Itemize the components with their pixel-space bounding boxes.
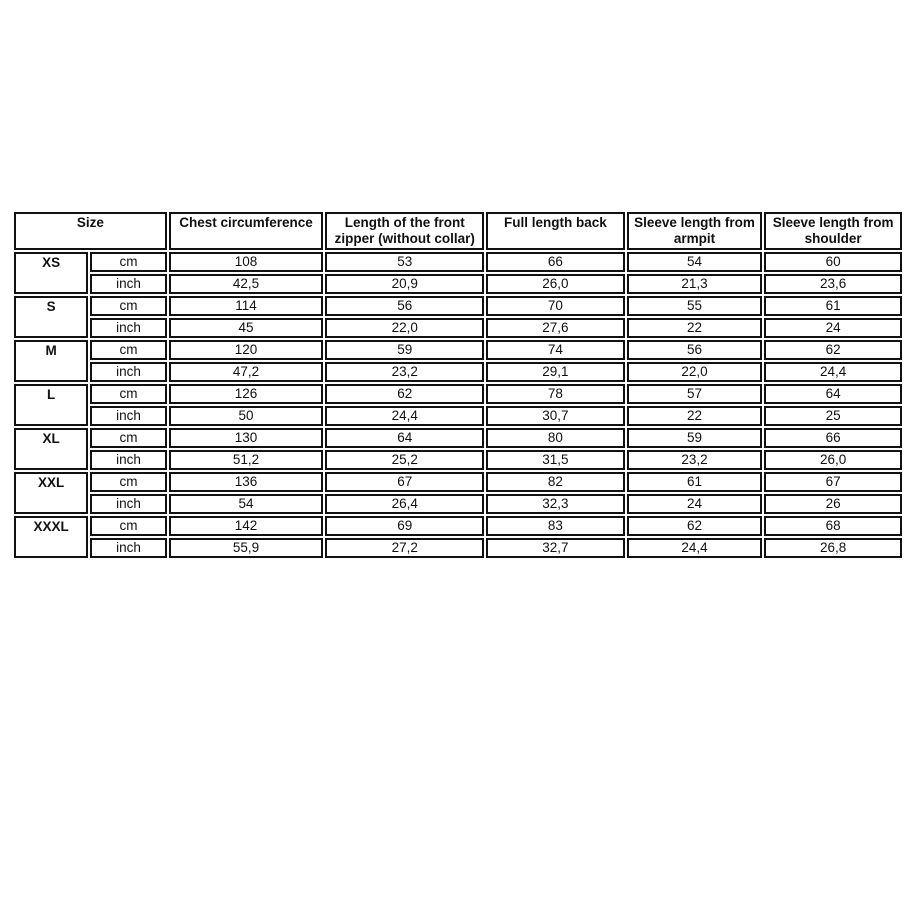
value-cell-sleeve-shoulder: 62 (764, 340, 902, 360)
table-row (14, 406, 902, 426)
value-cell-full-length-back: 78 (486, 384, 625, 404)
value-cell-chest: 45 (169, 318, 324, 338)
value-cell-sleeve-shoulder: 24 (764, 318, 902, 338)
table-row (14, 252, 902, 272)
value-cell-chest: 47,2 (169, 362, 324, 382)
size-label: XS (14, 252, 88, 294)
table-row (14, 494, 902, 514)
value-cell-sleeve-armpit: 56 (627, 340, 763, 360)
value-cell-front-zipper: 53 (325, 252, 484, 272)
value-cell-chest: 130 (169, 428, 324, 448)
size-table (12, 210, 904, 560)
value-cell-sleeve-armpit: 62 (627, 516, 763, 536)
header-sleeve-length-shoulder: Sleeve length from shoulder (764, 212, 902, 250)
unit-cell: cm (90, 252, 166, 272)
value-cell-sleeve-shoulder: 24,4 (764, 362, 902, 382)
unit-cell: cm (90, 296, 166, 316)
value-cell-sleeve-shoulder: 26,0 (764, 450, 902, 470)
unit-cell: cm (90, 472, 166, 492)
table-row (14, 472, 902, 492)
table-row (14, 516, 902, 536)
value-cell-chest: 126 (169, 384, 324, 404)
value-cell-front-zipper: 64 (325, 428, 484, 448)
value-cell-front-zipper: 59 (325, 340, 484, 360)
value-cell-sleeve-armpit: 59 (627, 428, 763, 448)
value-cell-full-length-back: 82 (486, 472, 625, 492)
value-cell-sleeve-shoulder: 26,8 (764, 538, 902, 558)
value-cell-front-zipper: 24,4 (325, 406, 484, 426)
table-row (14, 384, 902, 404)
value-cell-front-zipper: 26,4 (325, 494, 484, 514)
size-label: XL (14, 428, 88, 470)
value-cell-full-length-back: 80 (486, 428, 625, 448)
unit-cell: cm (90, 516, 166, 536)
size-chart (12, 210, 904, 560)
value-cell-sleeve-shoulder: 61 (764, 296, 902, 316)
size-label: XXL (14, 472, 88, 514)
table-body (14, 252, 902, 558)
unit-cell: inch (90, 274, 166, 294)
value-cell-sleeve-armpit: 55 (627, 296, 763, 316)
size-label: S (14, 296, 88, 338)
value-cell-full-length-back: 30,7 (486, 406, 625, 426)
table-row (14, 318, 902, 338)
unit-cell: inch (90, 494, 166, 514)
header-full-length-back: Full length back (486, 212, 625, 250)
value-cell-chest: 55,9 (169, 538, 324, 558)
value-cell-full-length-back: 83 (486, 516, 625, 536)
value-cell-full-length-back: 27,6 (486, 318, 625, 338)
value-cell-chest: 42,5 (169, 274, 324, 294)
value-cell-sleeve-shoulder: 68 (764, 516, 902, 536)
unit-cell: inch (90, 406, 166, 426)
table-row (14, 296, 902, 316)
value-cell-sleeve-armpit: 24 (627, 494, 763, 514)
table-row (14, 450, 902, 470)
value-cell-front-zipper: 23,2 (325, 362, 484, 382)
value-cell-front-zipper: 25,2 (325, 450, 484, 470)
value-cell-chest: 114 (169, 296, 324, 316)
unit-cell: cm (90, 384, 166, 404)
value-cell-chest: 142 (169, 516, 324, 536)
value-cell-chest: 54 (169, 494, 324, 514)
value-cell-sleeve-shoulder: 23,6 (764, 274, 902, 294)
value-cell-sleeve-shoulder: 64 (764, 384, 902, 404)
size-label: L (14, 384, 88, 426)
value-cell-front-zipper: 67 (325, 472, 484, 492)
header-front-zipper-length: Length of the front zipper (without collar) (325, 212, 484, 250)
value-cell-sleeve-armpit: 57 (627, 384, 763, 404)
value-cell-sleeve-shoulder: 67 (764, 472, 902, 492)
value-cell-chest: 50 (169, 406, 324, 426)
value-cell-sleeve-shoulder: 26 (764, 494, 902, 514)
value-cell-sleeve-armpit: 24,4 (627, 538, 763, 558)
table-row (14, 428, 902, 448)
table-row (14, 274, 902, 294)
value-cell-sleeve-armpit: 22,0 (627, 362, 763, 382)
value-cell-full-length-back: 66 (486, 252, 625, 272)
value-cell-front-zipper: 69 (325, 516, 484, 536)
value-cell-front-zipper: 20,9 (325, 274, 484, 294)
value-cell-sleeve-shoulder: 25 (764, 406, 902, 426)
value-cell-full-length-back: 32,7 (486, 538, 625, 558)
header-row (14, 212, 902, 250)
value-cell-sleeve-armpit: 22 (627, 406, 763, 426)
unit-cell: inch (90, 362, 166, 382)
value-cell-chest: 136 (169, 472, 324, 492)
size-label: XXXL (14, 516, 88, 558)
value-cell-sleeve-armpit: 21,3 (627, 274, 763, 294)
value-cell-full-length-back: 31,5 (486, 450, 625, 470)
value-cell-chest: 108 (169, 252, 324, 272)
value-cell-sleeve-armpit: 22 (627, 318, 763, 338)
header-size: Size (14, 212, 167, 250)
value-cell-sleeve-shoulder: 66 (764, 428, 902, 448)
value-cell-front-zipper: 56 (325, 296, 484, 316)
value-cell-front-zipper: 27,2 (325, 538, 484, 558)
value-cell-front-zipper: 62 (325, 384, 484, 404)
value-cell-full-length-back: 26,0 (486, 274, 625, 294)
value-cell-chest: 51,2 (169, 450, 324, 470)
size-label: M (14, 340, 88, 382)
value-cell-sleeve-armpit: 54 (627, 252, 763, 272)
value-cell-front-zipper: 22,0 (325, 318, 484, 338)
value-cell-full-length-back: 74 (486, 340, 625, 360)
table-row (14, 340, 902, 360)
header-sleeve-length-armpit: Sleeve length from armpit (627, 212, 763, 250)
unit-cell: cm (90, 428, 166, 448)
unit-cell: cm (90, 340, 166, 360)
header-chest-circumference: Chest circumference (169, 212, 324, 250)
value-cell-full-length-back: 32,3 (486, 494, 625, 514)
unit-cell: inch (90, 318, 166, 338)
value-cell-sleeve-armpit: 23,2 (627, 450, 763, 470)
value-cell-sleeve-armpit: 61 (627, 472, 763, 492)
value-cell-full-length-back: 70 (486, 296, 625, 316)
value-cell-full-length-back: 29,1 (486, 362, 625, 382)
value-cell-chest: 120 (169, 340, 324, 360)
value-cell-sleeve-shoulder: 60 (764, 252, 902, 272)
table-row (14, 362, 902, 382)
unit-cell: inch (90, 450, 166, 470)
unit-cell: inch (90, 538, 166, 558)
table-row (14, 538, 902, 558)
